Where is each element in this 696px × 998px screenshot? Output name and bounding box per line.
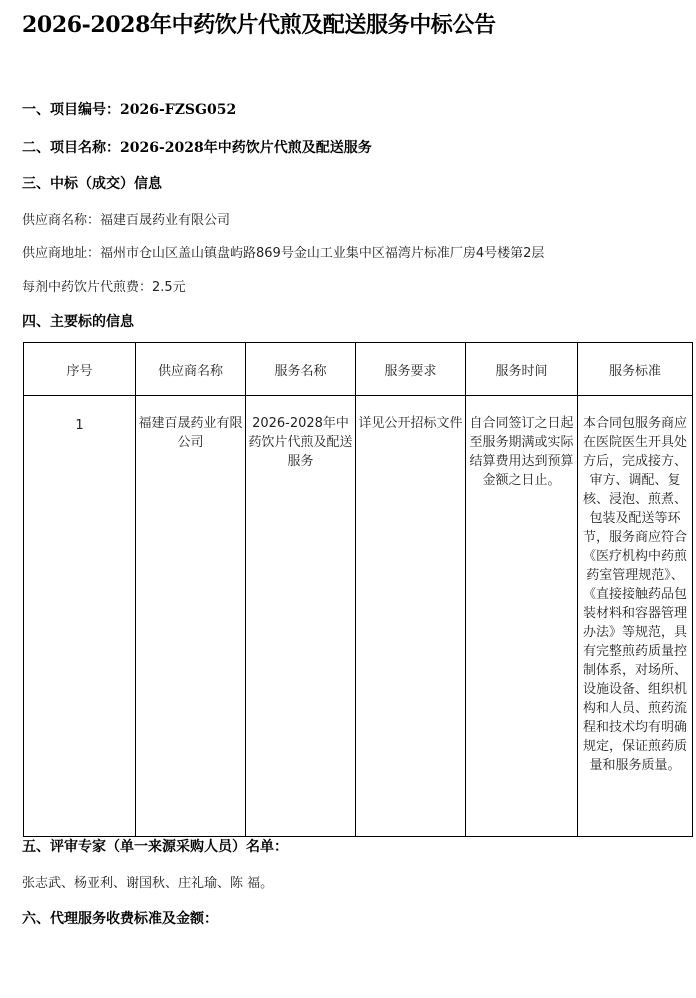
project-number-heading: 一、项目编号：2026-FZSG052 — [22, 102, 237, 118]
decoction-fee-line: 每剂中药饮片代煎费：2.5元 — [22, 280, 186, 295]
header-supplier: 供应商名称 — [136, 343, 246, 396]
cell-standard: 本合同包服务商应在医院医生开具处方后，完成接方、审方、调配、复核、浸泡、煎煮、包装及配送等环节，服务商应符合《医疗机构中药煎药室管理规范》、《直接接触药品包装材料和容器管理办法》等规范，具有完整煎药质量控制体系，对场所、设施设备、组织机构和人员、煎药流程和技术均有明确规定，保证煎药质量和服务质量。 — [578, 396, 693, 837]
header-standard: 服务标准 — [578, 343, 693, 396]
header-service-name: 服务名称 — [246, 343, 356, 396]
table-header-row — [24, 343, 693, 396]
header-requirement: 服务要求 — [356, 343, 466, 396]
award-table — [23, 342, 693, 837]
experts-heading: 五、评审专家（单一来源采购人员）名单： — [22, 839, 288, 855]
experts-names: 张志武、杨亚利、谢国秋、庄礼瑜、陈 福。 — [22, 876, 274, 891]
page-title: 2026-2028年中药饮片代煎及配送服务中标公告 — [22, 12, 496, 38]
supplier-address-line: 供应商地址：福州市仓山区盖山镇盘屿路869号金山工业集中区福湾片标准厂房4号楼第2层 — [22, 246, 545, 261]
table-row — [24, 396, 693, 837]
cell-requirement: 详见公开招标文件 — [356, 396, 466, 837]
supplier-name-line: 供应商名称：福建百晟药业有限公司 — [22, 213, 231, 228]
cell-seq: 1 — [24, 396, 136, 837]
header-seq: 序号 — [24, 343, 136, 396]
project-name-heading: 二、项目名称：2026-2028年中药饮片代煎及配送服务 — [22, 140, 372, 156]
award-info-heading: 三、中标（成交）信息 — [22, 176, 162, 192]
cell-time: 自合同签订之日起至服务期满或实际结算费用达到预算金额之日止。 — [466, 396, 578, 837]
header-time: 服务时间 — [466, 343, 578, 396]
cell-supplier: 福建百晟药业有限公司 — [136, 396, 246, 837]
cell-service-name: 2026-2028年中药饮片代煎及配送服务 — [246, 396, 356, 837]
agency-fee-heading: 六、代理服务收费标准及金额： — [22, 911, 218, 927]
main-subject-heading: 四、主要标的信息 — [22, 314, 134, 330]
